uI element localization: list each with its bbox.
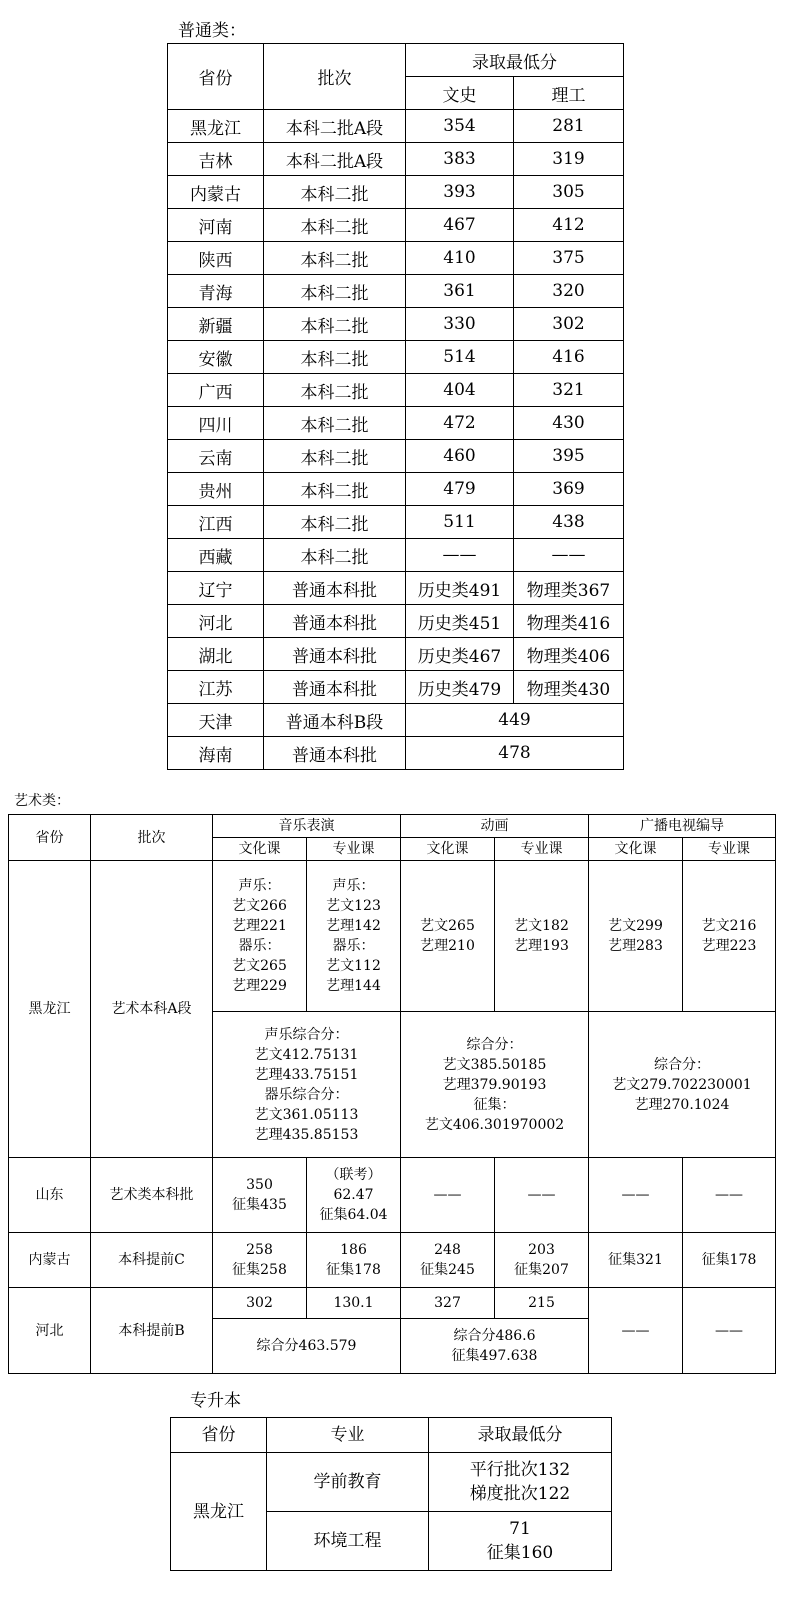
cell-line: 艺理379.90193 [442,1076,547,1093]
cell-line: 器乐综合分： [264,1086,349,1103]
table-row [168,143,624,176]
arts-score-cell: 361 [406,275,514,308]
table-row [168,275,624,308]
science-score-cell: 395 [514,440,624,473]
batch-cell: 本科二批A段 [264,143,406,176]
upgrade-header-major: 专业 [267,1418,429,1453]
cell-line: 综合分： [654,1056,710,1073]
cell-line: 声乐综合分： [264,1026,349,1043]
upgrade-province: 黑龙江 [171,1453,267,1571]
cell-line: 艺文385.50185 [442,1056,547,1073]
hb-music-culture: 302 [213,1288,307,1319]
province-cell: 河北 [168,605,264,638]
regular-admission-table [167,43,624,770]
art-province-hebei: 河北 [9,1288,91,1374]
cell-line: 71 [509,1519,531,1539]
arts-score-cell: 410 [406,242,514,275]
arts-score-cell: 330 [406,308,514,341]
cell-line: 征集： [473,1096,516,1113]
cell-line: 征集245 [420,1262,475,1278]
cell-line: 艺理229 [232,978,287,994]
art-section-title: 艺术类： [14,793,70,809]
nmg-music-major [307,1233,401,1288]
art-header-province: 省份 [9,815,91,861]
table-row [168,605,624,638]
hb-anim-total [401,1319,589,1374]
batch-cell: 本科二批 [264,473,406,506]
arts-score-cell: 479 [406,473,514,506]
cell-line: 艺理193 [514,938,569,954]
nmg-bc-major: 征集178 [683,1233,776,1288]
art-header-anim-major: 专业课 [495,838,589,861]
hb-music-major: 130.1 [307,1288,401,1319]
science-score-cell: 物理类430 [514,671,624,704]
hb-anim-culture: 327 [401,1288,495,1319]
table-row [168,242,624,275]
province-cell: 云南 [168,440,264,473]
table-row [168,110,624,143]
art-province-shandong: 山东 [9,1158,91,1233]
upgrade-header-province: 省份 [171,1418,267,1453]
table-row [168,341,624,374]
art-province-neimenggu: 内蒙古 [9,1233,91,1288]
province-cell: 西藏 [168,539,264,572]
nmg-anim-culture [401,1233,495,1288]
table-row [168,440,624,473]
hlj-bc-total [589,1012,776,1158]
science-score-cell: 369 [514,473,624,506]
cell-line: 186 [340,1242,367,1258]
cell-line: 艺文265 [420,918,475,934]
art-admission-table [8,814,776,1374]
cell-line: 258 [246,1242,273,1258]
header-min-score: 录取最低分 [406,44,624,77]
cell-line: 器乐： [332,938,375,954]
art-header-music: 音乐表演 [213,815,401,838]
hlj-bc-major [683,861,776,1012]
table-row [168,374,624,407]
province-cell: 贵州 [168,473,264,506]
cell-line: 艺文406.301970002 [424,1116,565,1133]
science-score-cell: 物理类406 [514,638,624,671]
hb-music-total: 综合分463.579 [213,1319,401,1374]
arts-score-cell: 历史类491 [406,572,514,605]
nmg-anim-major [495,1233,589,1288]
upgrade-score-2 [429,1512,612,1571]
province-cell: 天津 [168,704,264,737]
arts-score-cell: 460 [406,440,514,473]
province-cell: 新疆 [168,308,264,341]
cell-line: 艺文266 [232,898,287,914]
merged-score-cell: 478 [406,737,624,770]
batch-cell: 本科二批 [264,341,406,374]
table-row [168,671,624,704]
cell-line: 征集207 [514,1262,569,1278]
hlj-music-major [307,861,401,1012]
hlj-bc-culture [589,861,683,1012]
hb-bc-major: —— [683,1288,776,1374]
cell-line: 艺文361.05113 [254,1106,359,1123]
cell-line: 征集258 [232,1262,287,1278]
cell-line: 梯度批次122 [469,1484,571,1504]
art-header-music-major: 专业课 [307,838,401,861]
science-score-cell: 305 [514,176,624,209]
table-row [168,638,624,671]
science-score-cell: 320 [514,275,624,308]
arts-score-cell: 历史类479 [406,671,514,704]
cell-line: 征集497.638 [451,1348,538,1364]
province-cell: 江西 [168,506,264,539]
cell-line: 器乐： [238,938,281,954]
batch-cell: 本科二批 [264,440,406,473]
art-header-batch: 批次 [91,815,213,861]
table-row [168,572,624,605]
header-province: 省份 [168,44,264,110]
batch-cell: 本科二批 [264,209,406,242]
header-science: 理工 [514,77,624,110]
cell-line: 艺理433.75151 [254,1066,359,1083]
batch-cell: 普通本科批 [264,605,406,638]
hlj-music-culture [213,861,307,1012]
table-row [168,308,624,341]
hb-bc-culture: —— [589,1288,683,1374]
science-score-cell: 416 [514,341,624,374]
province-cell: 湖北 [168,638,264,671]
batch-cell: 普通本科批 [264,572,406,605]
cell-line: 艺文265 [232,958,287,974]
sd-anim-major: —— [495,1158,589,1233]
hlj-anim-major [495,861,589,1012]
cell-line: （联考） [325,1167,382,1183]
batch-cell: 普通本科批 [264,638,406,671]
arts-score-cell: 467 [406,209,514,242]
science-score-cell: 物理类416 [514,605,624,638]
upgrade-major-2: 环境工程 [267,1512,429,1571]
art-header-bc-culture: 文化课 [589,838,683,861]
upgrade-section-title: 专升本 [190,1391,241,1411]
sd-music-culture [213,1158,307,1233]
province-cell: 河南 [168,209,264,242]
batch-cell: 本科二批 [264,407,406,440]
batch-cell: 普通本科批 [264,671,406,704]
province-cell: 黑龙江 [168,110,264,143]
batch-cell: 本科二批 [264,242,406,275]
arts-score-cell: 历史类467 [406,638,514,671]
batch-cell: 普通本科B段 [264,704,406,737]
cell-line: 声乐： [238,878,281,894]
nmg-bc-culture: 征集321 [589,1233,683,1288]
batch-cell: 本科二批 [264,374,406,407]
art-batch-shandong: 艺术类本科批 [91,1158,213,1233]
upgrade-major-1: 学前教育 [267,1453,429,1512]
batch-cell: 本科二批 [264,308,406,341]
cell-line: 62.47 [333,1187,374,1203]
science-score-cell: 物理类367 [514,572,624,605]
header-batch: 批次 [264,44,406,110]
table-row [168,176,624,209]
cell-line: 艺文112 [326,958,381,974]
province-cell: 安徽 [168,341,264,374]
table-row [168,209,624,242]
cell-line: 艺理223 [701,938,757,954]
province-cell: 内蒙古 [168,176,264,209]
cell-line: 艺文216 [701,918,757,934]
province-cell: 吉林 [168,143,264,176]
regular-section-title: 普通类： [178,21,246,41]
province-cell: 四川 [168,407,264,440]
science-score-cell: 319 [514,143,624,176]
art-batch-heilongjiang: 艺术本科A段 [91,861,213,1158]
cell-line: 艺文299 [608,918,663,934]
cell-line: 征集64.04 [319,1207,388,1223]
upgrade-header-min-score: 录取最低分 [429,1418,612,1453]
art-header-bc-major: 专业课 [683,838,776,861]
upgrade-score-1 [429,1453,612,1512]
art-header-anim-culture: 文化课 [401,838,495,861]
table-row [168,407,624,440]
province-cell: 青海 [168,275,264,308]
art-batch-neimenggu: 本科提前C [91,1233,213,1288]
batch-cell: 本科二批 [264,506,406,539]
science-score-cell: 321 [514,374,624,407]
arts-score-cell: 404 [406,374,514,407]
batch-cell: 本科二批 [264,176,406,209]
arts-score-cell: 511 [406,506,514,539]
cell-line: 艺理283 [608,938,663,954]
art-header-animation: 动画 [401,815,589,838]
cell-line: 艺理144 [326,978,381,994]
batch-cell: 本科二批 [264,539,406,572]
art-header-music-culture: 文化课 [213,838,307,861]
batch-cell: 普通本科批 [264,737,406,770]
cell-line: 征集435 [232,1197,287,1213]
art-province-heilongjiang: 黑龙江 [9,861,91,1158]
cell-line: 综合分： [466,1036,523,1053]
province-cell: 海南 [168,737,264,770]
hlj-anim-total [401,1012,589,1158]
table-row [168,539,624,572]
cell-line: 艺理435.85153 [254,1126,359,1143]
art-batch-hebei: 本科提前B [91,1288,213,1374]
header-arts: 文史 [406,77,514,110]
arts-score-cell: 514 [406,341,514,374]
province-cell: 辽宁 [168,572,264,605]
arts-score-cell: 383 [406,143,514,176]
sd-anim-culture: —— [401,1158,495,1233]
cell-line: 平行批次132 [469,1460,571,1480]
science-score-cell: 438 [514,506,624,539]
cell-line: 征集178 [326,1262,381,1278]
province-cell: 陕西 [168,242,264,275]
hlj-music-total [213,1012,401,1158]
arts-score-cell: —— [406,539,514,572]
table-row [168,737,624,770]
cell-line: 203 [528,1242,555,1258]
province-cell: 广西 [168,374,264,407]
science-score-cell: 430 [514,407,624,440]
cell-line: 征集160 [486,1543,554,1563]
merged-score-cell: 449 [406,704,624,737]
cell-line: 艺文123 [326,898,381,914]
table-row [168,506,624,539]
cell-line: 艺理210 [420,938,475,954]
cell-line: 艺文412.75131 [254,1046,359,1063]
science-score-cell: 412 [514,209,624,242]
hb-anim-major: 215 [495,1288,589,1319]
cell-line: 艺文279.702230001 [612,1076,752,1093]
cell-line: 350 [246,1177,273,1193]
cell-line: 艺理142 [326,918,381,934]
science-score-cell: 302 [514,308,624,341]
batch-cell: 本科二批 [264,275,406,308]
cell-line: 艺理270.1024 [634,1096,730,1113]
cell-line: 声乐： [332,878,375,894]
upgrade-admission-table [170,1417,612,1571]
arts-score-cell: 472 [406,407,514,440]
cell-line: 综合分486.6 [453,1328,536,1344]
province-cell: 江苏 [168,671,264,704]
sd-bc-major: —— [683,1158,776,1233]
sd-bc-culture: —— [589,1158,683,1233]
science-score-cell: —— [514,539,624,572]
table-row [168,473,624,506]
cell-line: 艺理221 [232,918,287,934]
arts-score-cell: 历史类451 [406,605,514,638]
arts-score-cell: 393 [406,176,514,209]
arts-score-cell: 354 [406,110,514,143]
nmg-music-culture [213,1233,307,1288]
science-score-cell: 281 [514,110,624,143]
batch-cell: 本科二批A段 [264,110,406,143]
art-header-broadcast: 广播电视编导 [589,815,776,838]
sd-music-major [307,1158,401,1233]
cell-line: 248 [434,1242,461,1258]
science-score-cell: 375 [514,242,624,275]
table-row [168,704,624,737]
cell-line: 艺文182 [514,918,569,934]
hlj-anim-culture [401,861,495,1012]
